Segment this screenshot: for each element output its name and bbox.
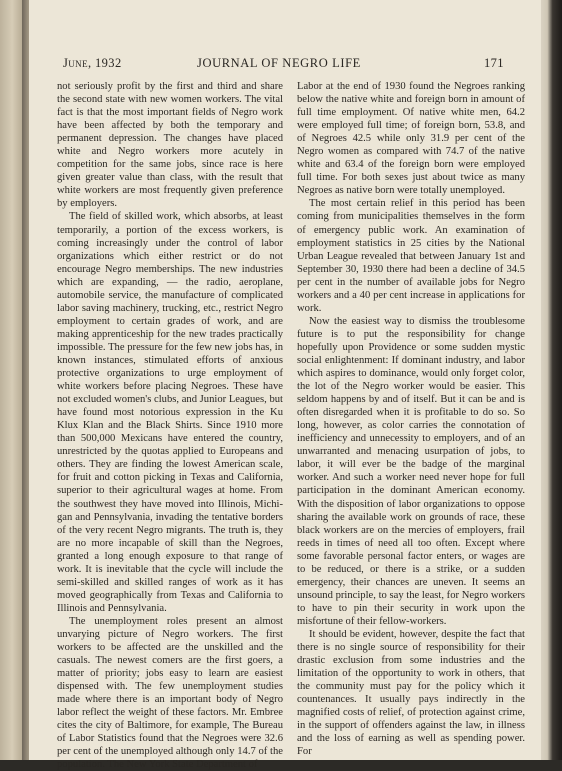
right-column [297,80,525,758]
paragraph: not seriously profit by the first and third and share the second state with new women workers. The vital fact is that the most important fields of Negro work have been affected by both the temporary and permanent depression. The changes have placed white and Negro workers more acutely in competition for the same jobs, since race is here given greater value than class, with the result that white workers are most frequently given preference by employers. [57,81,283,210]
header-journal-title: JOURNAL OF NEGRO LIFE [197,56,361,70]
paragraph: The most certain relief in this period has been coming from municipalities themselves in the form of emergency public work. An examination of employment statistics in 25 cities by the National Urban League revealed that between January 1st and September 30, 1930 there had been a decline of 34.5 per cent in the number of available jobs for Negro workers and a 40 per cent increase in applications for work. [297,198,525,314]
header-date: June, 1932 [63,56,122,70]
paragraph: It should be evident, however, despite the fact that there is no single source of responsibility for their drastic exclusion from some industries and the limitation of the opportunity to work in others, that the community must pay for the policy which it countenances. It usually pays indirectly in the magnified costs of relief, of protection against crime, in the support of offenders against the law, in illness and the loss of earning as well as spending power. For [297,628,525,758]
paragraph: Now the easiest way to dismiss the troublesome future is to put the responsibility for change hopefully upon Providence or some sudden mystic social enlightenment: If dominant industry, and labor which aspires to dominance, would only forget color, the lot of the Negro worker would be easier. This seldom happens by and of itself. But it can be and is often disregarded when it is profitable to do so. So long, however, as color carries the connotation of inefficiency and unnecessity to employers, and of an unwarranted and menacing usurpation of jobs, to labor, it will ever be the badge of the marginal worker. And such a worker need never hope for full participation in the dominant American economy. With the disposition of labor organizations to oppose sharing the available work on grounds of race, these black workers are on the mercies of employers, frail reeds in times of need all too often. Except where some favorable personal factor enters, or wages are to be reduced, or there is a strike, or a sudden emergency, their chances are uneven. It seems an unsound principle, to say the least, for Negro workers to have to pin their security in work upon the misfortune of their fellow-workers. [297,315,525,627]
previous-page-edge [0,0,22,760]
left-column [57,80,283,771]
paragraph: Labor at the end of 1930 found the Negroes ranking below the native white and foreign born in amount of full time employment. Of native white men, 64.2 were employed full time; of foreign born, 53.8, and of Negroes 42.5 while only 31.9 per cent of the Negro women as compared with 74.7 of the native white and 63.4 of the foreign born were employed full time. For both sexes just about twice as many Negroes as native born were totally unemployed. [297,81,525,197]
binding-gutter [22,0,29,760]
page-edge-shadow [541,0,562,760]
paragraph: The field of skilled work, which absorbs, at least temporarily, a portion of the excess workers, is coming increasingly under the control of labor organizations which either restrict or do not encourage Negro memberships. The new industries which are expanding, — the radio, aeroplane, automobile service, the manufacture of complicated labor saving machinery, trucking, etc., restrict Negro employment to certain grades of work, and are making apprenticeship for the new trades practically impossible. The pressure for the few new jobs has, in known instances, stimulated efforts of anxious protective organizations to urge employment of white workers before placing Negroes. These have not excluded women's clubs, and Junior Leagues, but have found most notorious expression in the Ku Klux Klan and the Black Shirts. Since 1910 more than 500,000 Mexicans have entered the country, unrestricted by the quotas applied to Europeans and others. They are finding the lowest American scale, for fruit and cotton picking in Texas and California, superior to their agricultural wages at home. From the southwest they have moved into Illinois, Michigan and Pennsylvania, invading the tentative borders of the very recent Negro migrants. The truth is, they are no more incapable of skill than the Negroes, granted a long enough exposure to that range of work. It is inevitable that the cycle will include the semi-skilled and skilled ranges of work as it has moved geographically from Texas and California to Illinois and Pennsylvania. [57,211,283,614]
paragraph: The unemployment roles present an almost unvarying picture of Negro workers. The first workers to be affected are the unskilled and the casuals. The newest comers are the first goers, a matter of priority; jobs easy to learn are easiest dispensed with. The few unemployment studies made where there is an important body of Negro labor reflect the weight of these factors. Mr. Embree cites the city of Baltimore, for example, The Bureau of Labor Statistics found that the Negroes were 32.6 per cent of the unemployed although only 14.7 of the population. The New York State Department of [57,615,283,771]
journal-page [29,0,541,771]
header-page-number: 171 [484,56,504,70]
